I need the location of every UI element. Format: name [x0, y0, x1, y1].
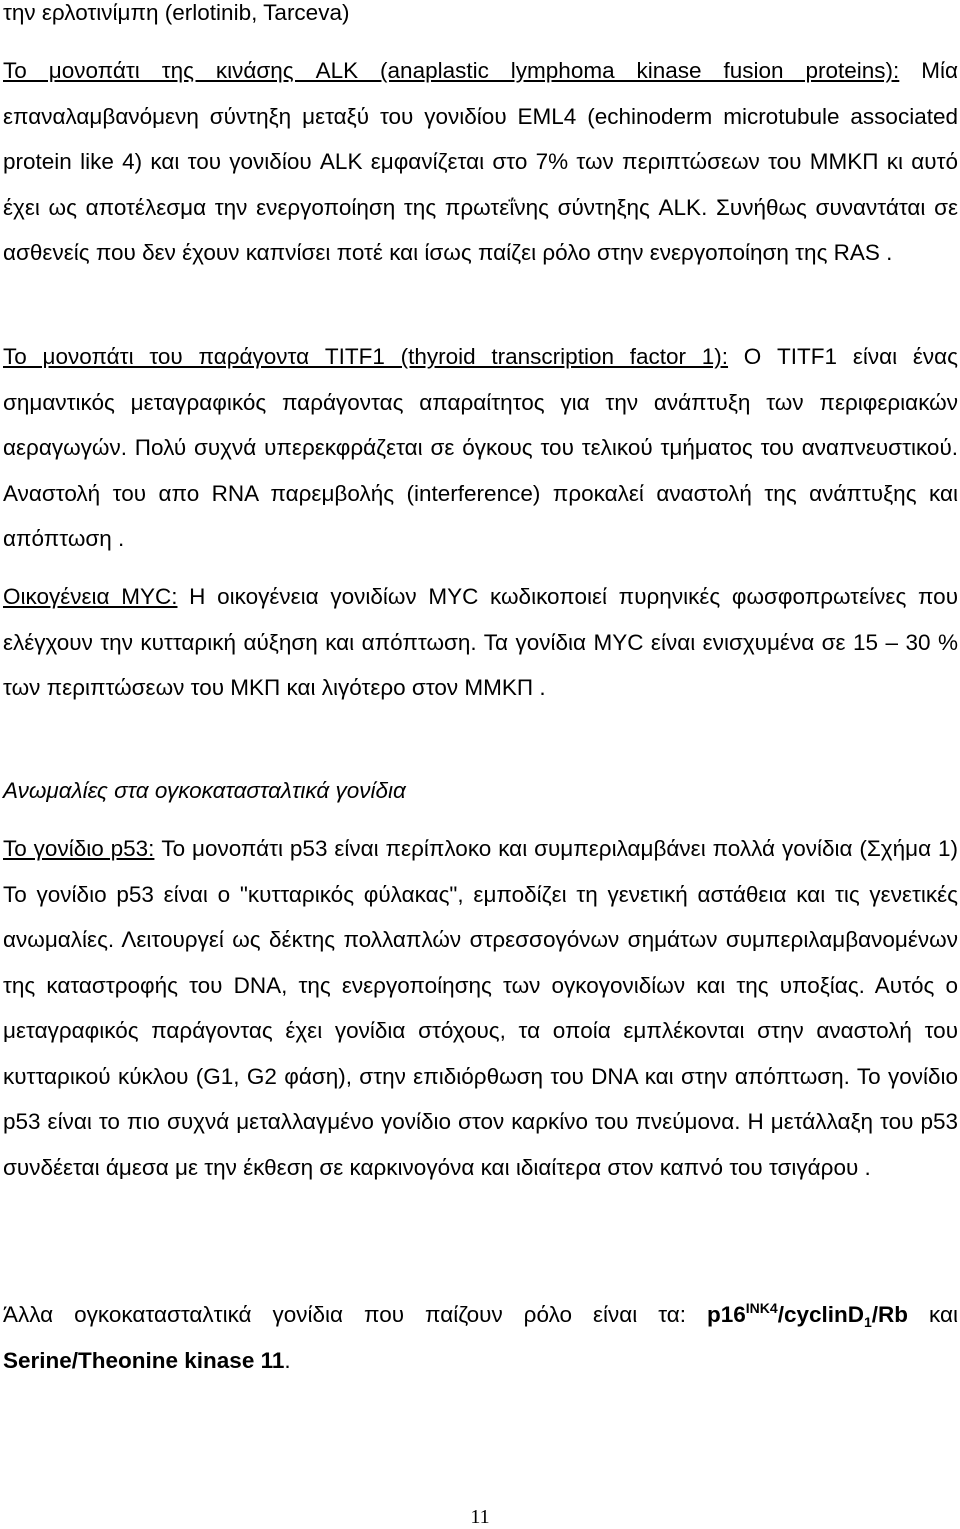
section-title: Ανωμαλίες στα ογκοκατασταλτικά γονίδια — [3, 778, 406, 803]
connector-text: και — [908, 1302, 958, 1327]
alk-pathway-body: Μία επαναλαμβανόμενη σύντηξη μεταξύ του γονιδίου EML4 (echinoderm microtubule associated protein like 4) και του γονιδίου ALK εμφανίζεται στο 7% των περιπτώσεων του ΜΜΚΠ κι αυτό έχει ως αποτέλεσμα την ενεργοποίηση της πρωτεΐνης σύντηξης ALK. Συνήθως συναντάται σε ασθενείς που δεν έχουν καπνίσει ποτέ και ίσως παίζει ρόλο στην ενεργοποίηση της RAS . — [3, 58, 958, 265]
page-number: 11 — [470, 1506, 490, 1528]
other-suppressors-intro: Άλλα ογκοκατασταλτικά γονίδια που παίζουν ρόλο είναι τα: — [3, 1302, 708, 1327]
paragraph-alk-pathway — [3, 48, 958, 276]
paragraph-other-suppressors — [3, 1292, 958, 1383]
myc-family-heading: Οικογένεια MYC: — [3, 584, 178, 609]
paragraph-myc-family — [3, 574, 958, 711]
titf1-pathway-heading: Το μονοπάτι του παράγοντα TITF1 (thyroid transcription factor 1): — [3, 344, 729, 369]
gene-cyclind-subscript: 1 — [864, 1314, 872, 1330]
myc-family-body: Η οικογένεια γονιδίων MYC κωδικοποιεί πυρηνικές φωσφοπρωτείνες που ελέγχουν την κυτταρική αύξηση και απόπτωση. Τα γονίδια MYC είναι ενισχυμένα σε 15 – 30 % των περιπτώσεων του ΜΚΠ και λιγότερο στον ΜΜΚΠ . — [3, 584, 958, 700]
gene-cyclind: /cyclinD — [777, 1302, 864, 1327]
paragraph-titf1-pathway — [3, 334, 958, 562]
paragraph-end: . — [284, 1347, 291, 1373]
paragraph-text: την ερλοτινίμπη (erlotinib, Tarceva) — [3, 0, 350, 25]
p53-gene-heading: Το γονίδιο p53: — [3, 836, 155, 861]
gene-p16: p16 — [707, 1302, 746, 1327]
titf1-pathway-body: Ο TITF1 είναι ένας σημαντικός μεταγραφικός παράγοντας απαραίτητος για την ανάπτυξη των περιφεριακών αεραγωγών. Πολύ συχνά υπερεκφράζεται σε όγκους του τελικού τμήματος του αναπνευστικού. Αναστολή του απο RNA παρεμβολής (interference) προκαλεί αναστολή της ανάπτυξης και απόπτωση . — [3, 344, 959, 551]
gene-p16-superscript: INK4 — [745, 1300, 778, 1316]
alk-pathway-heading: Το μονοπάτι της κινάσης ALK (anaplastic lymphoma kinase fusion proteins): — [3, 58, 900, 83]
gene-rb: /Rb — [871, 1302, 909, 1327]
paragraph-erlotinib — [3, 0, 958, 36]
gene-stk11: Serine/Theonine kinase 11 — [3, 1347, 285, 1373]
p53-gene-body: Το μονοπάτι p53 είναι περίπλοκο και συμπεριλαμβάνει πολλά γονίδια (Σχήμα 1) Το γονίδιο p53 είναι ο "κυτταρικός φύλακας", εμποδίζει τη γενετική αστάθεια και τις γενετικές ανωμαλίες. Λειτουργεί ως δέκτης πολλαπλών στρεσσογόνων σημάτων συμπεριλαμβανομένων της καταστροφής του DNA, της ενεργοποίησης των ογκογονιδίων και της υποξίας. Αυτός ο μεταγραφικός παράγοντας έχει γονίδια στόχους, τα οποία εμπλέκονται στην αναστολή του κυτταρικού κύκλου (G1, G2 φάση), στην επιδιόρθωση του DNA και στην απόπτωση. Το γονίδιο p53 είναι το πιο συχνά μεταλλαγμένο γονίδιο στον καρκίνο του πνεύμονα. Η μετάλλαξη του p53 συνδέεται άμεσα με την έκθεση σε καρκινογόνα και ιδιαίτερα στον καπνό του τσιγάρου . — [3, 836, 958, 1180]
gene-p16-cyclind1-rb — [707, 1300, 909, 1330]
paragraph-p53-gene — [3, 826, 958, 1190]
